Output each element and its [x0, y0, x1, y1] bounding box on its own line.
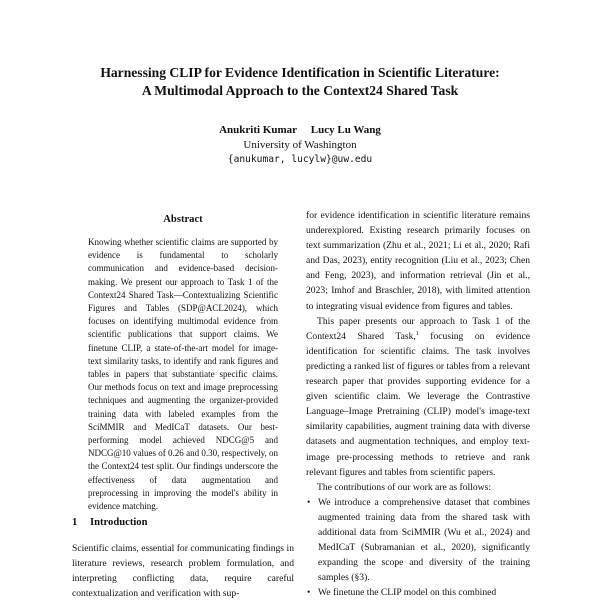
right-column — [306, 208, 530, 600]
paragraph-text: focusing on evidence identification for scientific claims. The task involves predicting a ranked list of figures or tables from a relevant research paper that provides supporting evidence for a given scientific claim. We leverage the Contrastive Language–Image Pretraining (CLIP) model's image-text similarity capabilities, augment training data with diverse datasets and augmentation techniques, and employ text-image pre-processing methods to retrieve and rank relevant figures and tables from scientific papers. — [306, 330, 530, 478]
paper-title — [40, 64, 560, 100]
bullet-icon: • — [307, 496, 311, 508]
bullet-icon: • — [307, 587, 311, 599]
paragraph-text: This paper presents our approach to Task 1 of the Context24 Shared Task, — [306, 315, 530, 342]
author-name: Lucy Lu Wang — [310, 124, 381, 136]
list-item — [306, 495, 530, 586]
author-list — [40, 123, 560, 138]
affiliation: University of Washington — [243, 139, 357, 151]
abstract-heading: Abstract — [163, 214, 203, 225]
paragraph: for evidence identification in scientific literature remains underexplored. Existing research primarily focuses on text summarization (Zhu et al., 2021; Li et al., 2020; Rafi and Das, 2023), entity recognition (Liu et al., 2023; Chen and Feng, 2023), and information retrieval (Jin et al., 2023; Imhof and Braschler, 2018), with limited attention to integrating visual evidence from figures and tables. — [306, 210, 530, 312]
contributions-list — [306, 495, 530, 601]
intro-paragraph: Scientific claims, essential for communicating findings in literature reviews, research problem formulation, and interpreting conflicting data, require careful contextualization and verification with sup- — [72, 543, 294, 599]
list-item-text: We finetune the CLIP model on this combined — [318, 587, 497, 599]
title-line-1: Harnessing CLIP for Evidence Identification in Scientific Literature: — [100, 65, 500, 80]
section-title: Introduction — [90, 517, 148, 528]
author-email: {anukumar, lucylw}@uw.edu — [227, 154, 373, 165]
list-item-text: We introduce a comprehensive dataset that combines augmented training data from the shared task with additional data from SciMMIR (Wu et al., 2024) and MedICaT (Subramanian et al., 2020), significantly expanding the scope and diversity of the training samples (§3). — [318, 496, 530, 584]
list-item — [306, 585, 530, 600]
author-name: Anukriti Kumar — [219, 124, 298, 136]
paragraph — [306, 314, 530, 480]
paragraph: The contributions of our work are as follows: — [317, 481, 491, 493]
section-number: 1 — [72, 517, 78, 528]
section-heading — [72, 516, 292, 530]
title-line-2: A Multimodal Approach to the Context24 Shared Task — [141, 83, 459, 98]
footnote-marker[interactable]: 1 — [415, 330, 419, 337]
abstract-text: Knowing whether scientific claims are supported by evidence is fundamental to scholarly communication and evidence-based decision-making. We present our approach to Task 1 of the Context24 Shared Task—Contextualizing Scientific Figures and Tables (SDP@ACL2024), which focuses on identifying multimodal evidence from scientific publications that support claims. We finetune CLIP, a state-of-the-art model for image-text similarity tasks, to identify and rank figures and tables in papers that substantiate specific claims. Our methods focus on text and image preprocessing techniques and augmenting the organizer-provided training data with labeled examples from the SciMMIR and MedICaT datasets. Our best-performing model achieved NDCG@5 and NDCG@10 values of 0.26 and 0.30, respectively, on the Context24 test split. Our findings underscore the effectiveness of data augmentation and preprocessing in improving the model's ability in evidence matching. — [88, 237, 278, 512]
